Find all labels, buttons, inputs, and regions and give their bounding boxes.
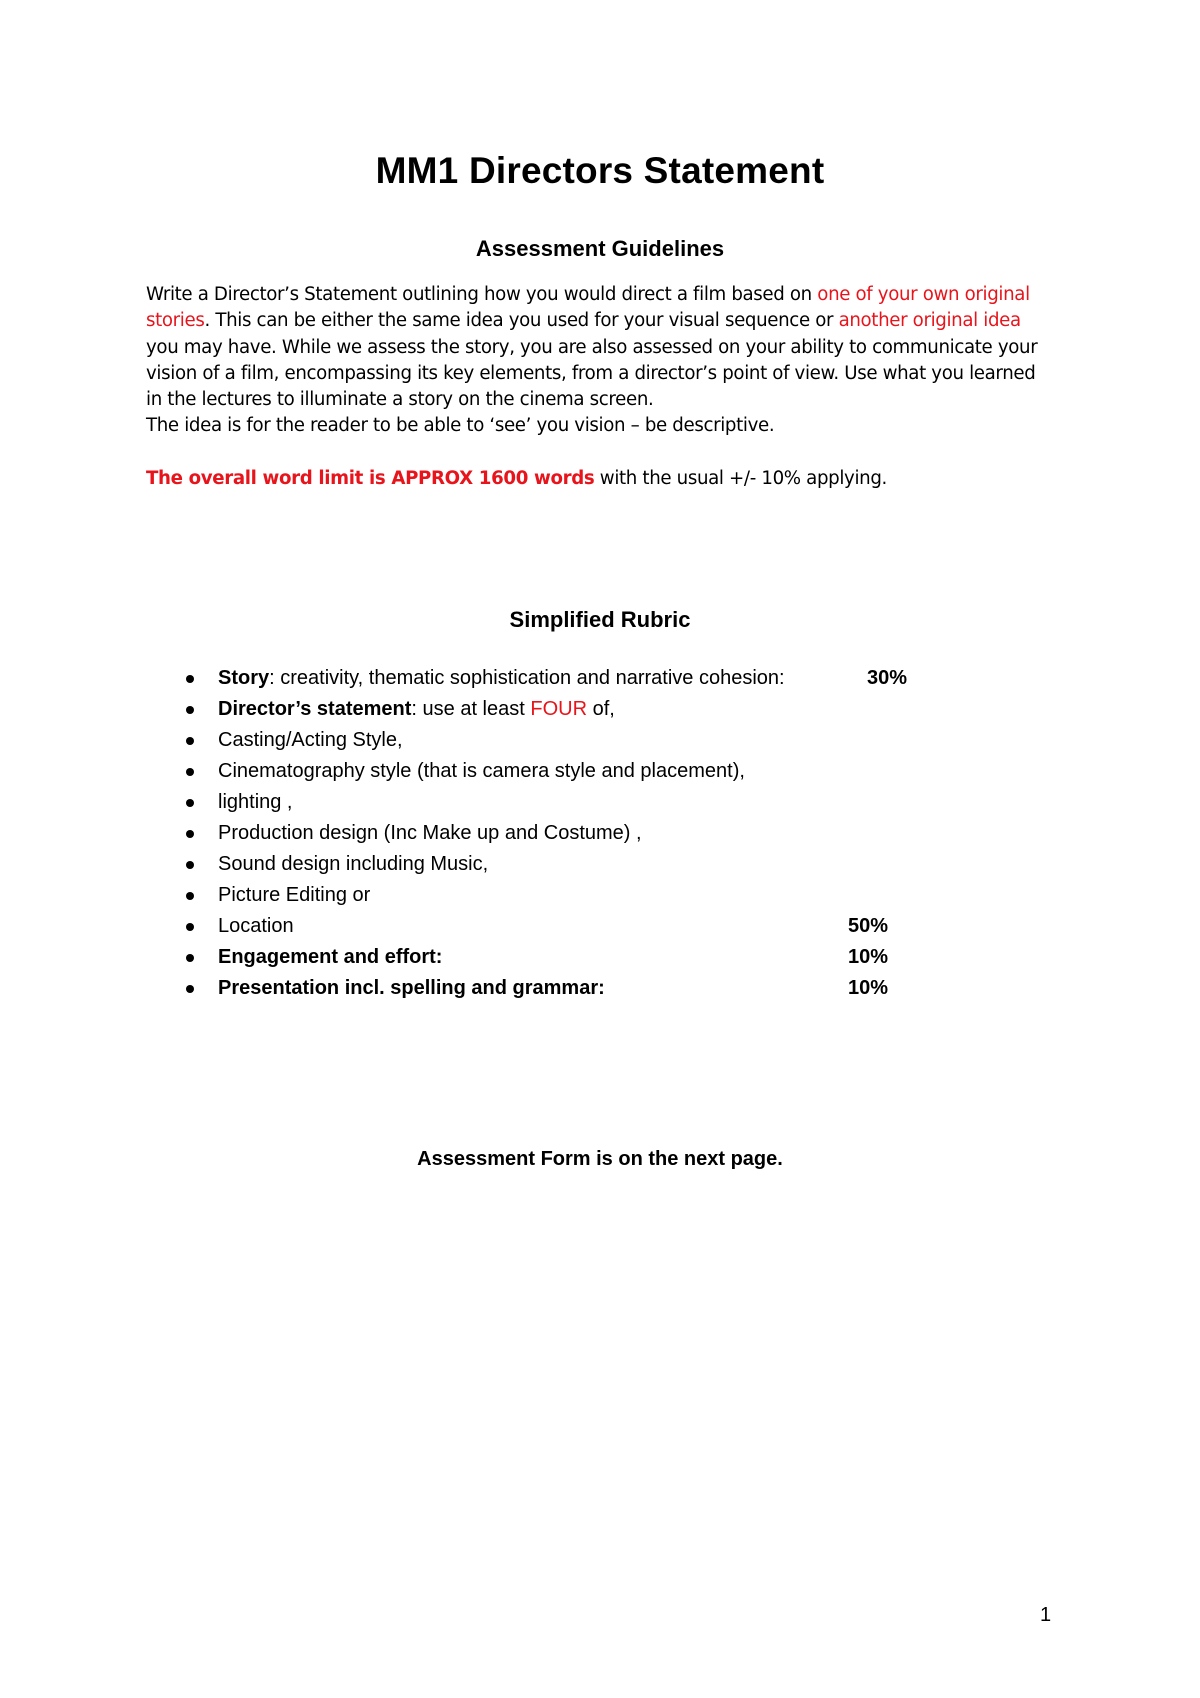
guidelines-text: . This can be either the same idea you used for your visual sequence or [204, 310, 839, 332]
bullet-icon [186, 954, 194, 962]
presentation-percentage: 10% [848, 977, 889, 999]
guidelines-descriptive-note: The idea is for the reader to be able to ‘see’ you vision – be descriptive. [146, 415, 775, 437]
picture-editing-text: Picture Editing or [218, 884, 371, 906]
simplified-rubric-heading: Simplified Rubric [509, 607, 691, 632]
directors-statement-text: : use at least [411, 698, 531, 720]
guidelines-paragraph [146, 282, 1054, 413]
lighting-text: lighting , [218, 791, 293, 813]
highlight-another-idea: another original idea [838, 310, 1021, 332]
rubric-item-directors-statement [180, 694, 940, 725]
rubric-item-sound-design [180, 849, 940, 880]
word-limit-highlight: The overall word limit is APPROX 1600 words [146, 467, 595, 489]
rubric-item-story [180, 663, 940, 694]
story-criteria: : creativity, thematic sophistication and narrative cohesion: [269, 667, 785, 689]
highlight-own-stories: one of your own original stories [146, 284, 1030, 332]
rubric-list [180, 663, 940, 1004]
engagement-label: Engagement and effort: [218, 946, 443, 968]
bullet-icon [186, 861, 194, 869]
bullet-icon [186, 706, 194, 714]
guidelines-text: Write a Director’s Statement outlining how you would direct a film based on [146, 284, 818, 305]
word-limit-rest: with the usual +/- 10% applying. [594, 467, 887, 489]
story-label: Story [218, 667, 270, 689]
word-limit-line [146, 466, 1054, 492]
bullet-icon [186, 923, 194, 931]
page-number: 1 [1040, 1604, 1052, 1626]
rubric-item-casting [180, 725, 940, 756]
assessment-guidelines-heading: Assessment Guidelines [475, 236, 725, 261]
bullet-icon [186, 985, 194, 993]
bullet-icon [186, 737, 194, 745]
rubric-item-picture-editing [180, 880, 940, 911]
location-text: Location [218, 915, 294, 937]
rubric-item-engagement [180, 942, 940, 973]
directors-statement-label: Director’s statement [218, 698, 412, 720]
production-design-text: Production design (Inc Make up and Costume) , [218, 822, 642, 844]
story-percentage: 30% [867, 667, 908, 689]
rubric-item-cinematography [180, 756, 940, 787]
engagement-percentage: 10% [848, 946, 889, 968]
bullet-icon [186, 799, 194, 807]
directors-statement-text: of, [587, 698, 615, 720]
casting-text: Casting/Acting Style, [218, 729, 403, 751]
rubric-item-presentation [180, 973, 940, 1004]
guidelines-text: you may have. While we assess the story, you are also assessed on your ability to communicate your vision of a film, encompassing its key elements, from a director’s point of view. Use what you learned in the lectures to illuminate a story on the cinema screen. [146, 336, 1038, 411]
rubric-item-production-design [180, 818, 940, 849]
rubric-item-lighting [180, 787, 940, 818]
four-highlight: FOUR [530, 698, 588, 720]
guidelines-body [146, 282, 1054, 492]
bullet-icon [186, 675, 194, 683]
rubric-item-location [180, 911, 940, 942]
location-percentage: 50% [848, 915, 889, 937]
presentation-label: Presentation incl. spelling and grammar: [218, 977, 605, 999]
bullet-icon [186, 768, 194, 776]
sound-design-text: Sound design including Music, [218, 853, 489, 875]
bullet-icon [186, 892, 194, 900]
next-page-note: Assessment Form is on the next page. [417, 1148, 783, 1170]
cinematography-text: Cinematography style (that is camera style and placement), [218, 760, 745, 782]
document-title: MM1 Directors Statement [375, 150, 825, 191]
bullet-icon [186, 830, 194, 838]
